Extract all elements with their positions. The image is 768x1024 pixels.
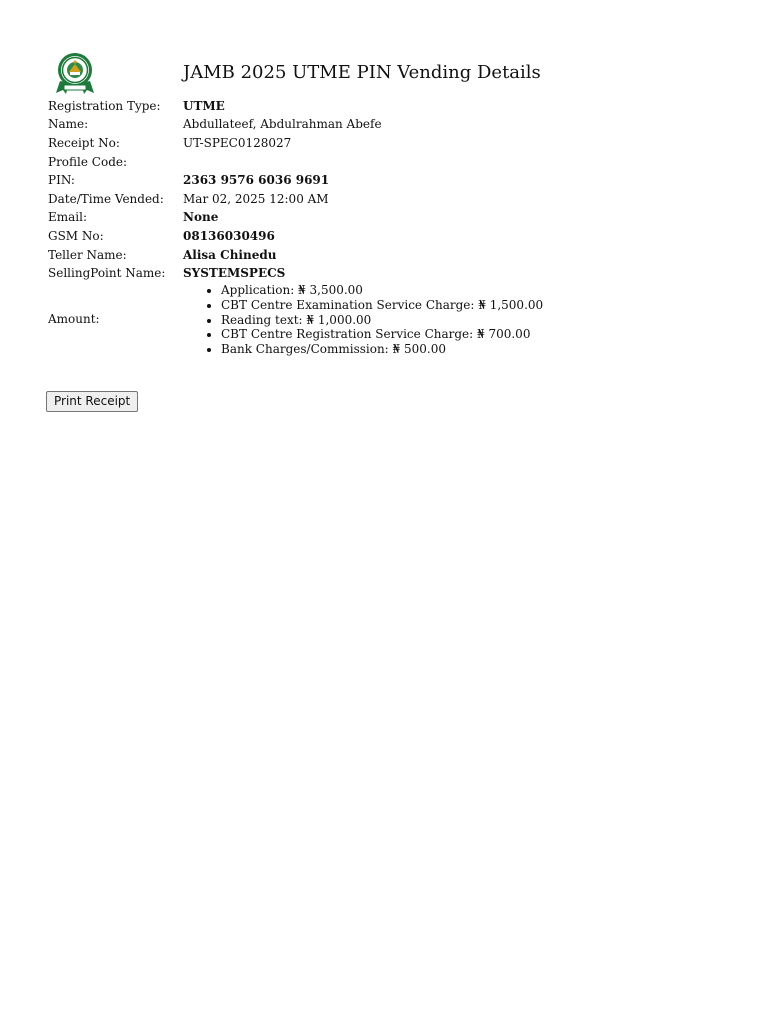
fee-item: • CBT Centre Examination Service Charge: ₦ 1,500.00 xyxy=(221,298,543,313)
detail-label: Profile Code: xyxy=(48,154,128,169)
detail-label: PIN: xyxy=(48,173,75,188)
fee-item: • Reading text: ₦ 1,000.00 xyxy=(221,313,543,328)
detail-value: 08136030496 xyxy=(183,228,275,243)
detail-row xyxy=(48,134,543,153)
detail-row xyxy=(48,153,543,172)
detail-value: Mar 02, 2025 12:00 AM xyxy=(183,191,329,206)
detail-row xyxy=(48,264,543,283)
detail-label: Receipt No: xyxy=(48,135,120,150)
fee-item: • Application: ₦ 3,500.00 xyxy=(221,283,543,298)
jamb-crest-icon xyxy=(54,51,96,95)
detail-label: Teller Name: xyxy=(48,247,127,262)
detail-value: 2363 9576 6036 9691 xyxy=(183,173,330,188)
detail-value: UT-SPEC0128027 xyxy=(183,135,292,150)
detail-value: Abdullateef, Abdulrahman Abefe xyxy=(183,117,382,132)
detail-row xyxy=(48,171,543,190)
detail-value: SYSTEMSPECS xyxy=(183,266,286,281)
detail-label: Email: xyxy=(48,210,88,225)
detail-row xyxy=(48,246,543,265)
amount-label: Amount: xyxy=(48,312,100,327)
detail-label: Registration Type: xyxy=(48,98,161,113)
fee-item: • Bank Charges/Commission: ₦ 500.00 xyxy=(221,342,543,357)
detail-label: GSM No: xyxy=(48,228,104,243)
detail-value: Alisa Chinedu xyxy=(183,247,277,262)
page-title: JAMB 2025 UTME PIN Vending Details xyxy=(183,62,541,83)
detail-row xyxy=(48,190,543,209)
detail-row xyxy=(48,227,543,246)
detail-value: None xyxy=(183,210,219,225)
vending-details-table xyxy=(48,97,543,357)
detail-row xyxy=(48,116,543,135)
detail-row xyxy=(48,209,543,228)
detail-value: UTME xyxy=(183,98,225,113)
fee-item: • CBT Centre Registration Service Charge: ₦ 700.00 xyxy=(221,327,543,342)
detail-value xyxy=(183,153,543,172)
detail-row xyxy=(48,97,543,116)
detail-label: Date/Time Vended: xyxy=(48,191,164,206)
detail-label: Name: xyxy=(48,117,89,132)
amount-row xyxy=(48,283,543,357)
amount-breakdown xyxy=(183,283,543,357)
print-receipt-button[interactable]: Print Receipt xyxy=(46,391,138,412)
fees-list xyxy=(183,283,543,357)
detail-label: SellingPoint Name: xyxy=(48,266,166,281)
